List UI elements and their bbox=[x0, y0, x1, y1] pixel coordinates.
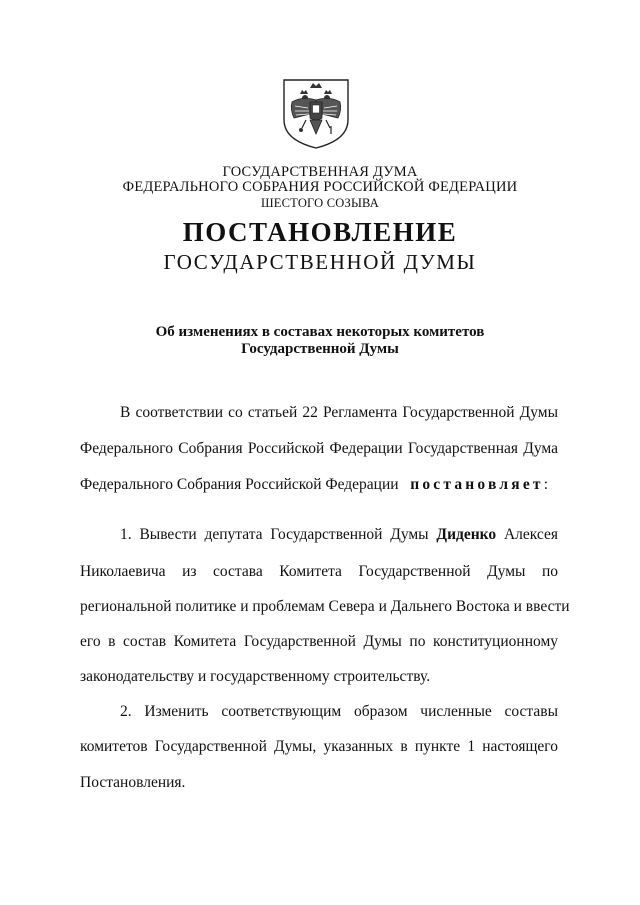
item2-line2: комитетов Государственной Думы, указанных в пункте 1 настоящего bbox=[80, 738, 558, 755]
item1-line1-end: Алексея bbox=[503, 526, 558, 543]
item1-line1 bbox=[120, 526, 558, 544]
item1-line4: его в состав Комитета Государственной Думы по конституционному bbox=[80, 633, 558, 650]
resolves-verb: постановляет bbox=[410, 476, 544, 493]
resolution-heading-line1: Об изменениях в составах некоторых комитетов bbox=[155, 324, 485, 340]
org-line-convocation: ШЕСТОГО СОЗЫВА bbox=[260, 196, 380, 210]
preamble-line1: В соответствии со статьей 22 Регламента Государственной Думы bbox=[120, 404, 558, 421]
deputy-surname: Диденко bbox=[436, 526, 497, 543]
preamble-line2: Федерального Собрания Российской Федерации Государственная Дума bbox=[80, 440, 558, 457]
item1-line2: Николаевича из состава Комитета Государственной Думы по bbox=[80, 563, 558, 580]
item2-line3: Постановления. bbox=[80, 774, 186, 791]
item1-line1-start: 1. Вывести депутата Государственной Думы bbox=[120, 526, 429, 543]
item2-line1: 2. Изменить соответствующим образом численные составы bbox=[120, 703, 558, 720]
org-line-duma: ГОСУДАРСТВЕННАЯ ДУМА bbox=[222, 164, 418, 180]
preamble-line3 bbox=[80, 476, 558, 494]
item1-line3: региональной политике и проблемам Севера и Дальнего Востока и ввести bbox=[80, 598, 570, 615]
preamble-line3-start: Федерального Собрания Российской Федерации bbox=[80, 476, 399, 493]
org-line-federal-assembly: ФЕДЕРАЛЬНОГО СОБРАНИЯ РОССИЙСКОЙ ФЕДЕРАЦИИ bbox=[122, 179, 518, 195]
double-headed-eagle-coat-of-arms-icon bbox=[280, 70, 352, 150]
document-title: ПОСТАНОВЛЕНИЕ bbox=[182, 217, 458, 247]
preamble-line3-end: : bbox=[543, 476, 549, 493]
document-subtitle: ГОСУДАРСТВЕННОЙ ДУМЫ bbox=[163, 250, 477, 274]
item1-line5: законодательству и государственному строительству. bbox=[80, 668, 431, 685]
resolution-heading-line2: Государственной Думы bbox=[241, 341, 399, 357]
